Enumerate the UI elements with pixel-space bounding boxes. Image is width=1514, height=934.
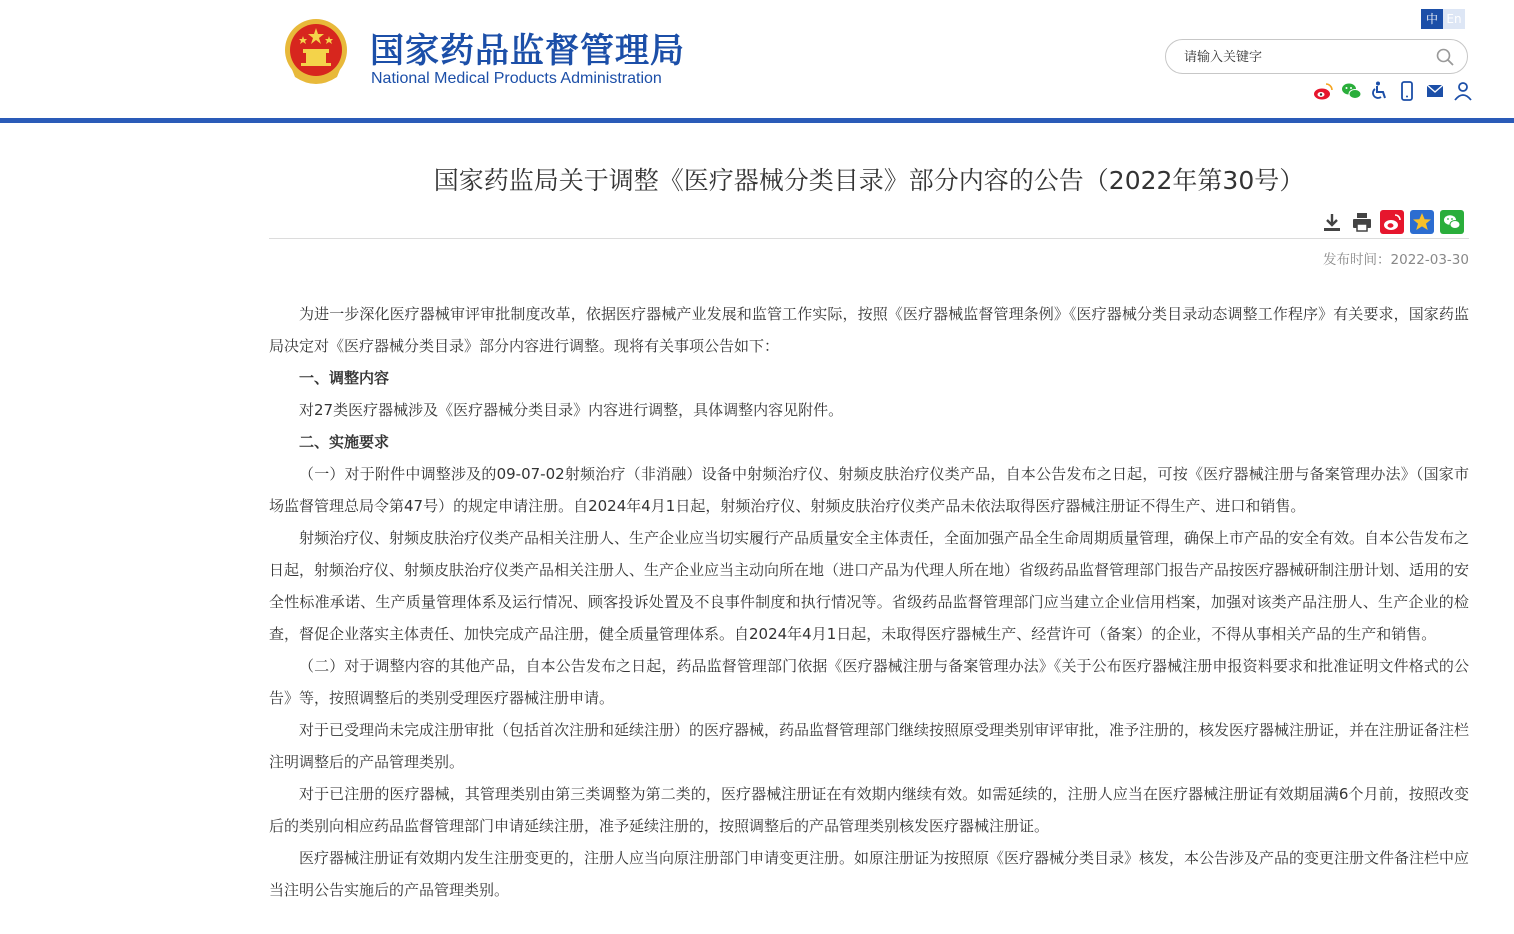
publish-date [1323, 248, 1469, 268]
language-switch [1421, 9, 1465, 29]
print-icon[interactable] [1350, 210, 1374, 234]
publish-label: 发布时间： [1323, 252, 1391, 268]
paragraph: 对于已注册的医疗器械，其管理类别由第三类调整为第二类的，医疗器械注册证在有效期内继续有效。如需延续的，注册人应当在医疗器械注册证有效期届满6个月前，按照改变后的类别向相应药品监督管理部门申请延续注册，准予延续注册的，按照调整后的产品管理类别核发医疗器械注册证。 [269, 785, 1469, 835]
search-box [1165, 39, 1468, 74]
paragraph: （一）对于附件中调整涉及的09-07-02射频治疗（非消融）设备中射频治疗仪、射频皮肤治疗仪类产品，自本公告发布之日起，可按《医疗器械注册与备案管理办法》（国家市场监督管理总局令第47号）的规定申请注册。自2024年4月1日起，射频治疗仪、射频皮肤治疗仪类产品未依法取得医疗器械注册证不得生产、进口和销售。 [269, 465, 1469, 515]
paragraph: 对于已受理尚未完成注册审批（包括首次注册和延续注册）的医疗器械，药品监督管理部门继续按照原受理类别审评审批，准予注册的，核发医疗器械注册证，并在注册证备注栏注明调整后的产品管理类别。 [269, 721, 1470, 771]
publish-date-value: 2022-03-30 [1390, 252, 1469, 268]
article-title: 国家药监局关于调整《医疗器械分类目录》部分内容的公告（2022年第30号） [433, 166, 1305, 195]
paragraph: （二）对于调整内容的其他产品，自本公告发布之日起，药品监督管理部门依据《医疗器械注册与备案管理办法》《关于公布医疗器械注册申报资料要求和批准证明文件格式的公告》等，按照调整后的类别受理医疗器械注册申请。 [269, 657, 1469, 707]
header-divider [0, 118, 1514, 123]
user-icon[interactable] [1452, 80, 1474, 102]
section-heading: 一、调整内容 [299, 369, 390, 387]
header-tools [1312, 80, 1474, 102]
article-actions [1320, 210, 1464, 234]
mobile-icon[interactable] [1396, 80, 1418, 102]
share-wechat-icon[interactable] [1440, 210, 1464, 234]
article-body [269, 298, 1469, 906]
paragraph: 射频治疗仪、射频皮肤治疗仪类产品相关注册人、生产企业应当切实履行产品质量安全主体责任，全面加强产品全生命周期质量管理，确保上市产品的安全有效。自本公告发布之日起，射频治疗仪、射频皮肤治疗仪类产品相关注册人、生产企业应当主动向所在地（进口产品为代理人所在地）省级药品监督管理部门报告产品按医疗器械研制注册计划、适用的安全性标准承诺、生产质量管理体系及运行情况、顾客投诉处置及不良事件制度和执行情况等。省级药品监督管理部门应当建立企业信用档案，加强对该类产品注册人、生产企业的检查，督促企业落实主体责任、加快完成产品注册，健全质量管理体系。自2024年4月1日起，未取得医疗器械生产、经营许可（备案）的企业，不得从事相关产品的生产和销售。 [269, 529, 1470, 643]
download-icon[interactable] [1320, 210, 1344, 234]
site-header [0, 0, 1514, 118]
share-weibo-icon[interactable] [1380, 210, 1404, 234]
accessibility-icon[interactable] [1368, 80, 1390, 102]
wechat-icon[interactable] [1340, 80, 1362, 102]
paragraph: 为进一步深化医疗器械审评审批制度改革，依据医疗器械产业发展和监管工作实际，按照《医疗器械监督管理条例》《医疗器械分类目录动态调整工作程序》有关要求，国家药监局决定对《医疗器械分类目录》部分内容进行调整。现将有关事项公告如下： [269, 305, 1469, 355]
site-title-en[interactable]: National Medical Products Administration [371, 70, 662, 87]
paragraph: 对27类医疗器械涉及《医疗器械分类目录》内容进行调整，具体调整内容见附件。 [299, 401, 844, 419]
share-qzone-icon[interactable] [1410, 210, 1434, 234]
search-input[interactable] [1184, 48, 1424, 66]
site-title-cn[interactable]: 国家药品监督管理局 [370, 31, 685, 71]
lang-zh-button[interactable]: 中 [1421, 9, 1443, 29]
lang-en-button[interactable]: En [1443, 9, 1465, 29]
section-heading: 二、实施要求 [299, 433, 390, 451]
weibo-icon[interactable] [1312, 80, 1334, 102]
national-emblem-icon[interactable] [281, 17, 351, 87]
title-divider [269, 238, 1469, 239]
paragraph: 医疗器械注册证有效期内发生注册变更的，注册人应当向原注册部门申请变更注册。如原注册证为按照原《医疗器械分类目录》核发，本公告涉及产品的变更注册文件备注栏中应当注明公告实施后的产品管理类别。 [269, 849, 1470, 899]
mail-icon[interactable] [1424, 80, 1446, 102]
search-icon[interactable] [1435, 47, 1455, 67]
